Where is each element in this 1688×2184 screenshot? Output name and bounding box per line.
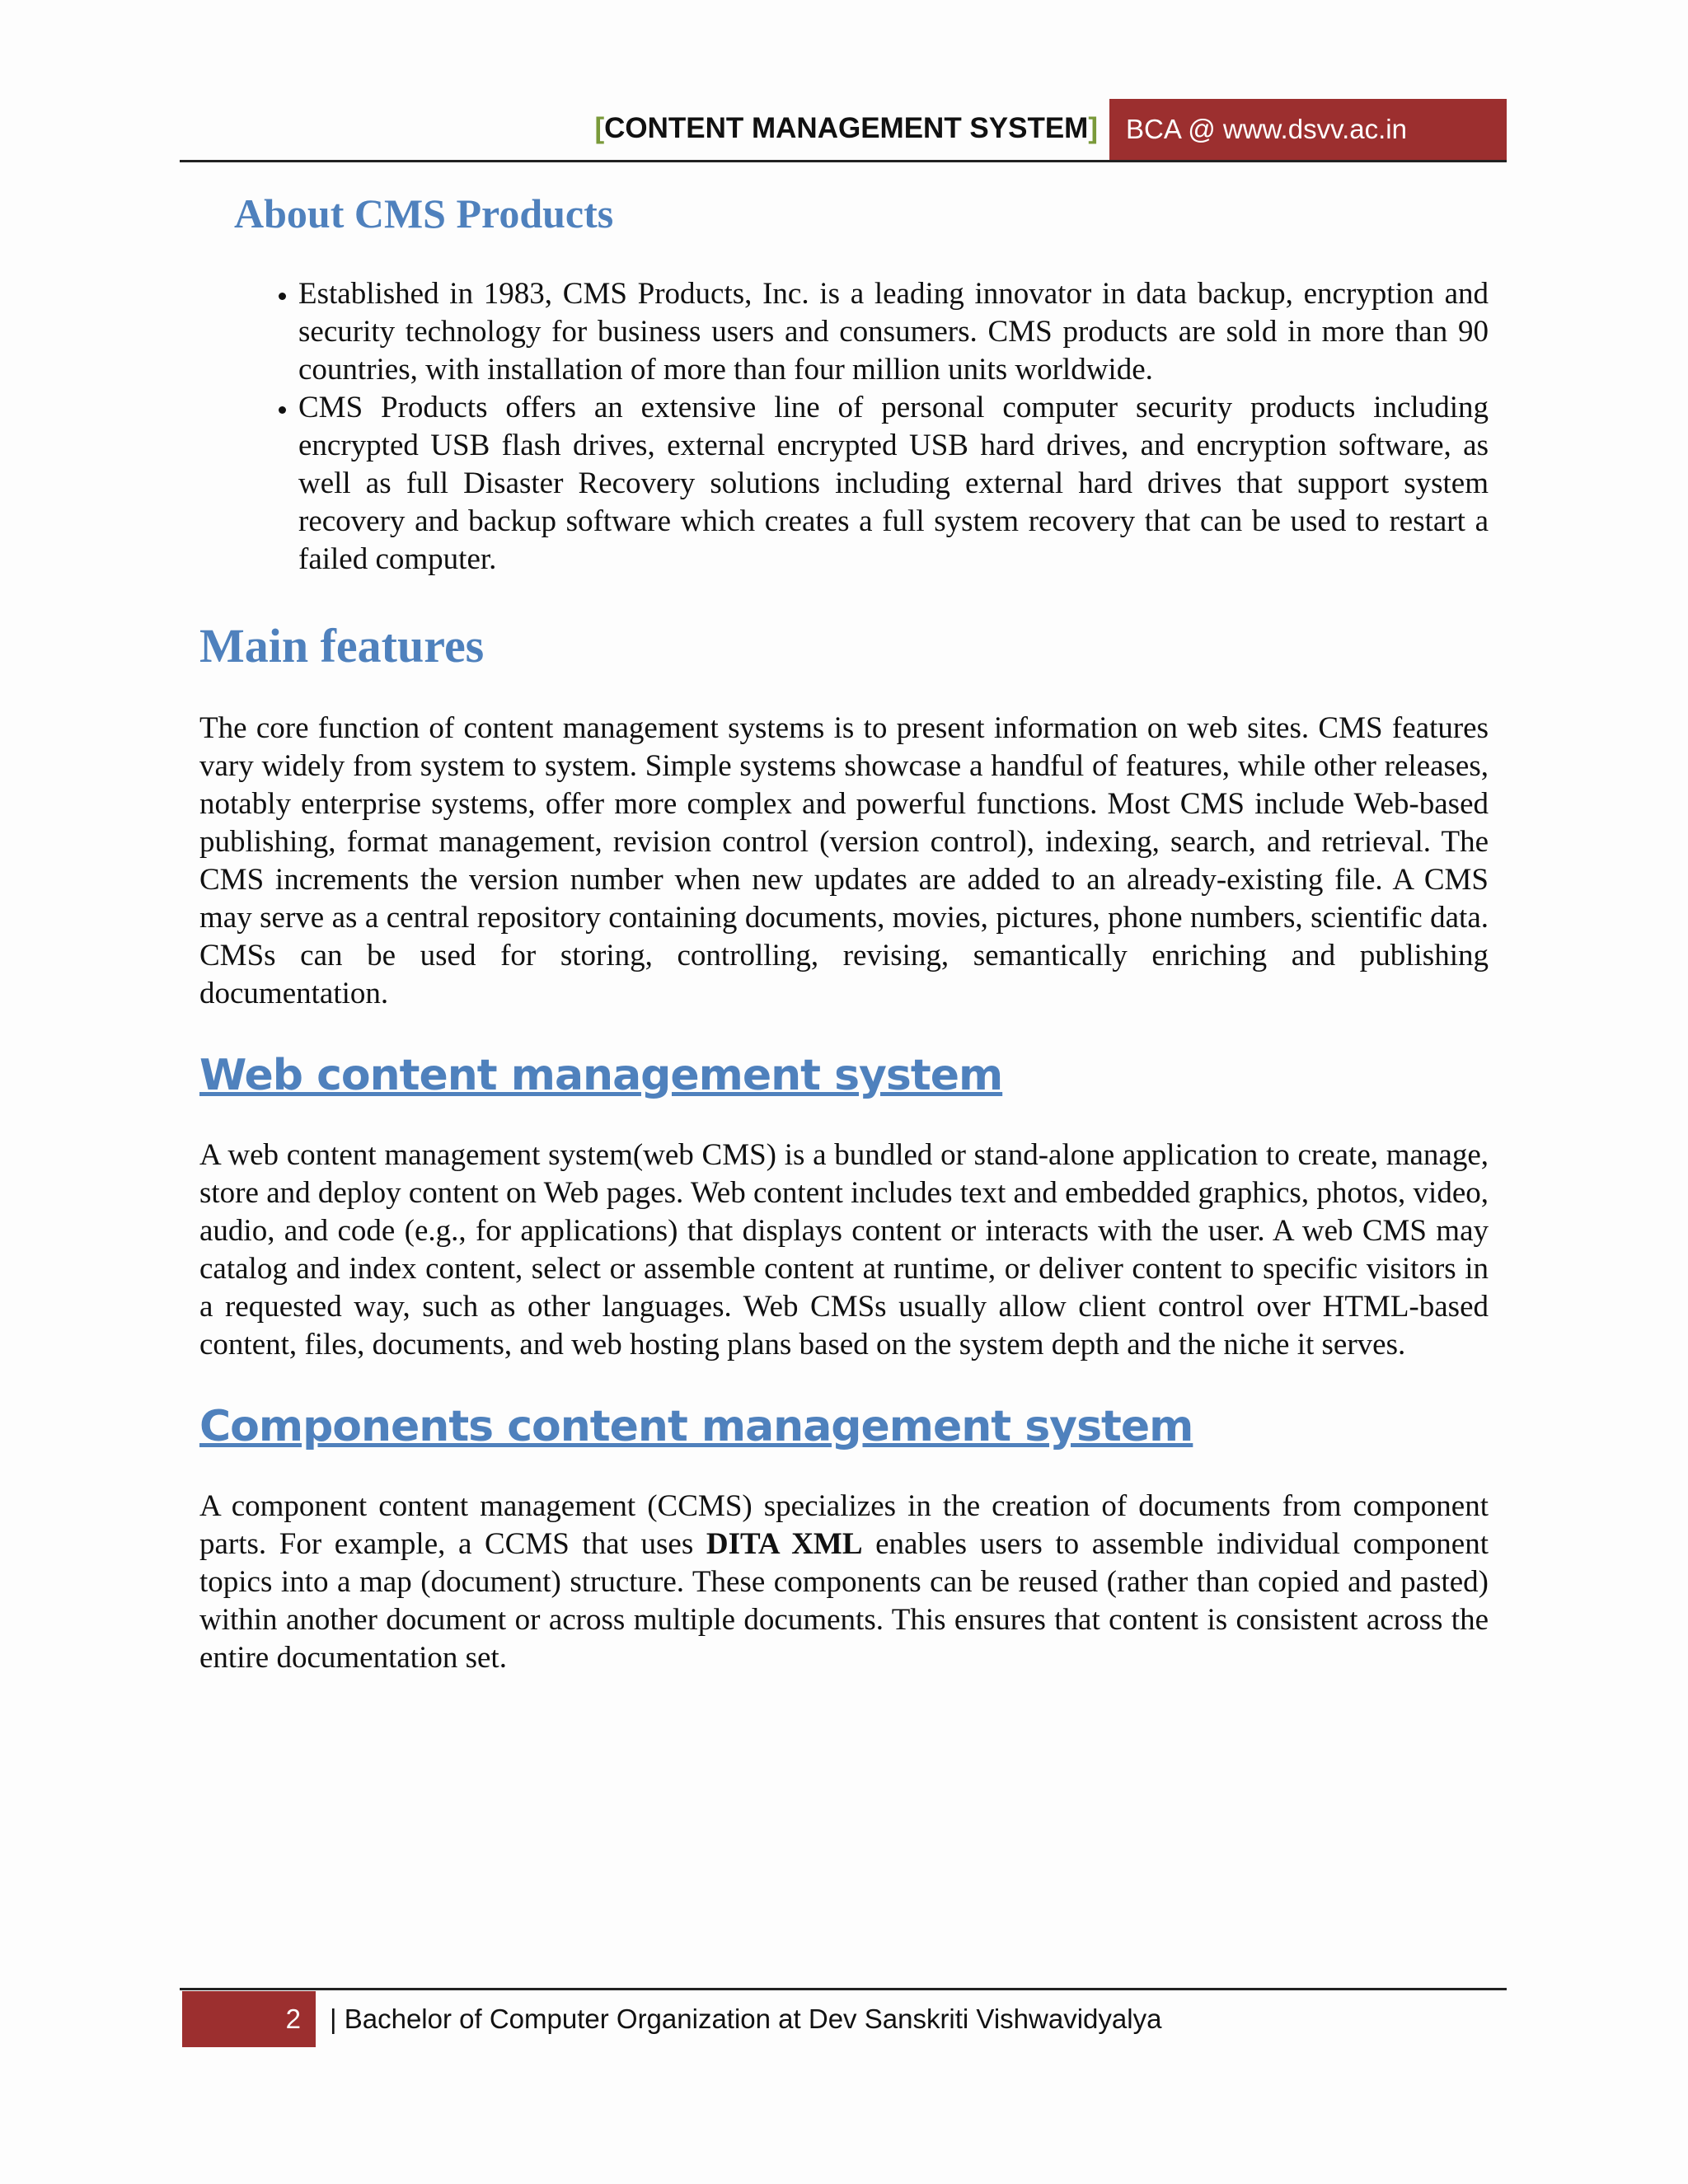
about-heading: About CMS Products: [234, 190, 614, 237]
header-tag: BCA @ www.dsvv.ac.in: [1109, 99, 1507, 160]
page-number: 2: [182, 1991, 316, 2047]
about-bullet-item: • CMS Products offers an extensive line of personal computer security products including encrypted USB flash drives, external encrypted USB hard drives, and encryption software, as well as full Disaster Recovery solutions including external hard drives that support system recovery and backup software which creates a full system recovery that can be used to restart a failed computer.: [298, 389, 1489, 579]
main-features-heading: Main features: [199, 619, 485, 673]
dita-xml-bold: DITA XML: [706, 1527, 863, 1561]
components-text-after: enables users to assemble individual component topics into a map (document) structure. These components can be reused (rather than copied and pasted) within another document or across multiple documents. This ensures that content is consistent across the entire documentation set.: [199, 1527, 1489, 1675]
page-header: [180, 99, 1507, 162]
header-title-text: CONTENT MANAGEMENT SYSTEM: [604, 112, 1089, 144]
web-cms-heading: Web content management system: [199, 1051, 1003, 1100]
header-bracket-close: ]: [1088, 112, 1098, 144]
footer-text: | Bachelor of Computer Organization at Dev Sanskriti Vishwavidyalya: [330, 2004, 1162, 2034]
footer-divider: [180, 1988, 1507, 1990]
about-bullet-item: • Established in 1983, CMS Products, Inc. is a leading innovator in data backup, encryption and security technology for business users and consumers. CMS products are sold in more than 90 countries, with installation of more than four million units worldwide.: [298, 275, 1489, 389]
page-content: [199, 190, 1489, 1677]
about-bullet-list: [199, 275, 1489, 579]
header-bracket-open: [: [594, 112, 605, 144]
components-cms-paragraph: [199, 1488, 1489, 1677]
web-cms-paragraph: A web content management system(web CMS) is a bundled or stand-alone application to create, manage, store and deploy content on Web pages. Web content includes text and embedded graphics, photos, video, audio, and code (e.g., for applications) that displays content or interacts with the user. A web CMS may catalog and index content, select or assemble content at runtime, or deliver content to specific visitors in a requested way, such as other languages. Web CMSs usually allow client control over HTML-based content, files, documents, and web hosting plans based on the system depth and the niche it serves.: [199, 1138, 1489, 1361]
header-title: [594, 112, 1098, 145]
main-features-paragraph: The core function of content management systems is to present information on web sites. CMS features vary widely from system to system. Simple systems showcase a handful of features, while other releases, notably enterprise systems, offer more complex and powerful functions. Most CMS include Web-based publishing, format management, revision control (version control), indexing, search, and retrieval. The CMS increments the version number when new updates are added to an already-existing file. A CMS may serve as a central repository containing documents, movies, pictures, phone numbers, scientific data. CMSs can be used for storing, controlling, revising, semantically enriching and publishing documentation.: [199, 711, 1489, 1010]
components-cms-heading: Components content management system: [199, 1402, 1193, 1451]
components-text-before: A component content management (CCMS) specializes in the creation of documents from component parts. For example, a CCMS that uses: [199, 1489, 1489, 1561]
